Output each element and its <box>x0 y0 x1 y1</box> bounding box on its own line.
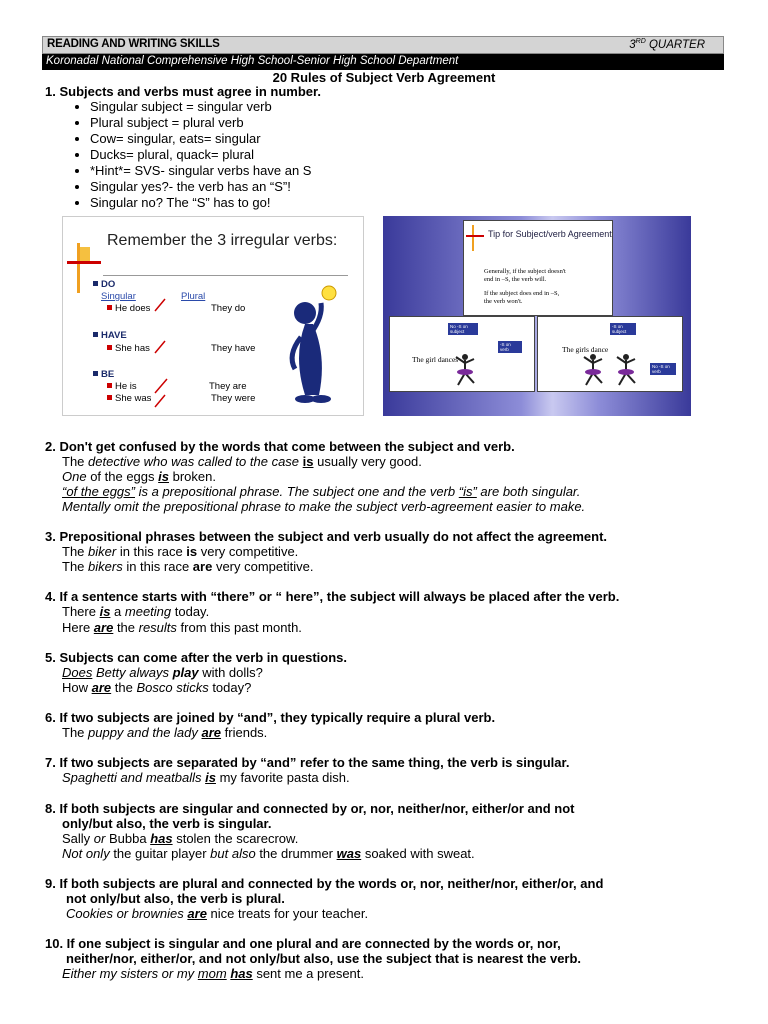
they-do: They do <box>211 303 246 314</box>
checkmark-icon <box>153 335 173 416</box>
rule-9-example: Cookies or brownies are nice treats for your teacher. <box>66 906 369 921</box>
rule-4-heading: 4. If a sentence starts with “there” or “ here”, the subject will always be placed after the verb. <box>45 589 620 604</box>
rule-2-example-2: One of the eggs is broken. <box>62 469 216 484</box>
plural-column-label: Plural <box>181 291 206 302</box>
rule-5-heading: 5. Subjects can come after the verb in questions. <box>45 650 347 665</box>
she-has: She has <box>107 343 150 354</box>
rule-9-heading-2: not only/but also, the verb is plural. <box>66 891 285 906</box>
sentence: The girls dance <box>562 345 609 354</box>
subject-title: READING AND WRITING SKILLS <box>47 38 220 50</box>
list-item: • Singular subject = singular verb <box>90 99 311 115</box>
rule-1-bullets <box>62 99 311 211</box>
list-item: • *Hint*= SVS- singular verbs have an S <box>90 163 311 179</box>
sentence: The girl dances <box>412 355 459 364</box>
rule-2-heading: 2. Don't get confused by the words that come between the subject and verb. <box>45 439 515 454</box>
rule-8-heading-2: only/but also, the verb is singular. <box>62 816 272 831</box>
rule-4-example-2: Here are the results from this past month. <box>62 620 302 635</box>
rule-7-heading: 7. If two subjects are separated by “and” refer to the same thing, the verb is singular. <box>45 755 570 770</box>
list-item: • Cow= singular, eats= singular <box>90 131 311 147</box>
rule-5-example-2: How are the Bosco sticks today? <box>62 680 252 695</box>
rule-1-heading: 1. Subjects and verbs must agree in number. <box>45 84 321 99</box>
slide-divider <box>103 275 348 276</box>
list-item: • Ducks= plural, quack= plural <box>90 147 311 163</box>
rule-9-heading-1: 9. If both subjects are plural and connected by the words or, nor, neither/nor, either/or, and <box>45 876 604 891</box>
thinking-figure-icon <box>275 277 364 416</box>
irregular-verbs-slide <box>62 216 364 416</box>
quarter-label: 3RD QUARTER <box>629 38 705 51</box>
rule-3-example-2: The bikers in this race are very competitive. <box>62 559 314 574</box>
rule-10-example: Either my sisters or my mom has sent me a present. <box>62 966 364 981</box>
tip-body: Generally, if the subject doesn't end in –S, the verb will. If the subject does end in –S, the verb won't. <box>484 268 566 305</box>
she-was: She was <box>107 393 151 404</box>
slide-decoration-icon <box>466 223 486 253</box>
rule-8-example-2: Not only the guitar player but also the drummer was soaked with sweat. <box>62 846 475 861</box>
he-is: He is <box>107 381 137 392</box>
rule-3-example-1: The biker in this race is very competitive. <box>62 544 299 559</box>
tip-title: Tip for Subject/verb Agreement <box>488 229 612 239</box>
dancer-icon <box>450 353 480 389</box>
they-are: They are <box>209 381 247 392</box>
verb-have-label: HAVE <box>93 330 127 341</box>
verb-be-label: BE <box>93 369 114 380</box>
document-title: 20 Rules of Subject Verb Agreement <box>272 70 496 85</box>
rule-2-explanation: “of the eggs” is a prepositional phrase. The subject one and the verb “is” are both singular. <box>62 484 581 499</box>
rule-5-example-1: Does Betty always play with dolls? <box>62 665 263 680</box>
he-does: He does <box>107 303 150 314</box>
singular-column-label: Singular <box>101 291 136 302</box>
rule-3-heading: 3. Prepositional phrases between the subject and verb usually do not affect the agreement. <box>45 529 608 544</box>
rule-8-example-1: Sally or Bubba has stolen the scarecrow. <box>62 831 299 846</box>
girls-dance-box: -S on subject No -S on verb The girls dance <box>537 316 683 392</box>
rule-10-heading-2: neither/nor, either/or, and not only/but also, use the subject that is nearest the verb. <box>66 951 582 966</box>
verb-do-label: DO <box>93 279 115 290</box>
rule-6-example: The puppy and the lady are friends. <box>62 725 268 740</box>
tip-box <box>463 220 613 316</box>
subject-verb-tip-slide <box>383 216 691 416</box>
rule-4-example-1: There is a meeting today. <box>62 604 210 619</box>
rule-7-example: Spaghetti and meatballs is my favorite pasta dish. <box>62 770 350 785</box>
school-name: Koronadal National Comprehensive High School-Senior High School Department <box>42 54 724 70</box>
rule-2-example-1: The detective who was called to the case is usually very good. <box>62 454 422 469</box>
slide-title: Remember the 3 irregular verbs: <box>107 232 338 249</box>
girl-dances-box: No -S on subject -S on verb The girl dances <box>389 316 535 392</box>
they-have: They have <box>211 343 256 354</box>
list-item: • Plural subject = plural verb <box>90 115 311 131</box>
rule-2-tip: Mentally omit the prepositional phrase to make the subject verb-agreement easier to make. <box>62 499 586 514</box>
list-item: • Singular no? The “S” has to go! <box>90 195 311 211</box>
they-were: They were <box>211 393 256 404</box>
dancers-icon <box>578 353 648 389</box>
list-item: • Singular yes?- the verb has an “S”! <box>90 179 311 195</box>
rule-10-heading-1: 10. If one subject is singular and one plural and are connected by the words or, nor, <box>45 936 561 951</box>
header-bar <box>42 36 724 54</box>
checkmark-icons <box>145 297 235 327</box>
rule-6-heading: 6. If two subjects are joined by “and”, they typically require a plural verb. <box>45 710 496 725</box>
rule-8-heading-1: 8. If both subjects are singular and connected by or, nor, neither/nor, either/or and not <box>45 801 575 816</box>
